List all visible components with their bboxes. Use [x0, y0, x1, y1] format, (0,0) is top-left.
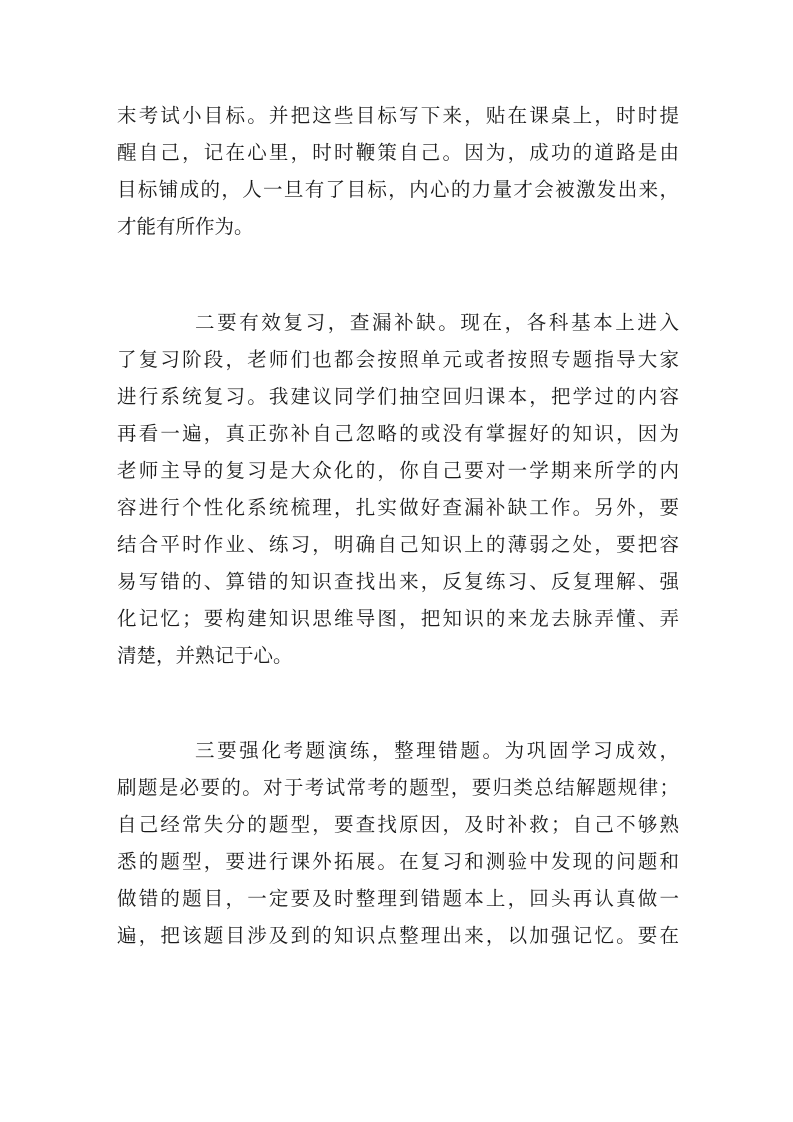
text-line: 进行系统复习。我建议同学们抽空回归课本，把学过的内容 [117, 385, 679, 408]
text-line: 才能有所作为。 [117, 215, 254, 238]
paragraph-goals [117, 97, 679, 245]
text-line: 做错的题目，一定要及时整理到错题本上，回头再认真做一 [117, 887, 679, 910]
text-line: 化记忆；要构建知识思维导图，把知识的来龙去脉弄懂、弄 [117, 607, 679, 630]
text-line: 三要强化考题演练，整理错题。为巩固学习成效， [195, 739, 679, 762]
text-line: 结合平时作业、练习，明确自己知识上的薄弱之处，要把容 [117, 533, 679, 556]
text-line: 自己经常失分的题型，要查找原因，及时补救；自己不够熟 [117, 813, 679, 836]
text-line: 刷题是必要的。对于考试常考的题型，要归类总结解题规律； [117, 776, 679, 799]
text-line: 了复习阶段，老师们也都会按照单元或者按照专题指导大家 [117, 348, 679, 371]
text-line: 二要有效复习，查漏补缺。现在，各科基本上进入 [195, 311, 679, 334]
text-line: 悉的题型，要进行课外拓展。在复习和测验中发现的问题和 [117, 850, 679, 873]
text-line: 遍，把该题目涉及到的知识点整理出来，以加强记忆。要在 [117, 924, 679, 947]
text-line: 再看一遍，真正弥补自己忽略的或没有掌握好的知识，因为 [117, 422, 679, 445]
paragraph-practice [117, 732, 679, 954]
text-line: 醒自己，记在心里，时时鞭策自己。因为，成功的道路是由 [117, 141, 679, 164]
text-line: 末考试小目标。并把这些目标写下来，贴在课桌上，时时提 [117, 104, 679, 127]
text-line: 老师主导的复习是大众化的，你自己要对一学期来所学的内 [117, 459, 679, 482]
text-line: 容进行个性化系统梳理，扎实做好查漏补缺工作。另外，要 [117, 496, 679, 519]
text-line: 清楚，并熟记于心。 [117, 644, 293, 667]
paragraph-review [117, 304, 679, 674]
text-line: 目标铺成的，人一旦有了目标，内心的力量才会被激发出来， [117, 178, 679, 201]
text-line: 易写错的、算错的知识查找出来，反复练习、反复理解、强 [117, 570, 679, 593]
